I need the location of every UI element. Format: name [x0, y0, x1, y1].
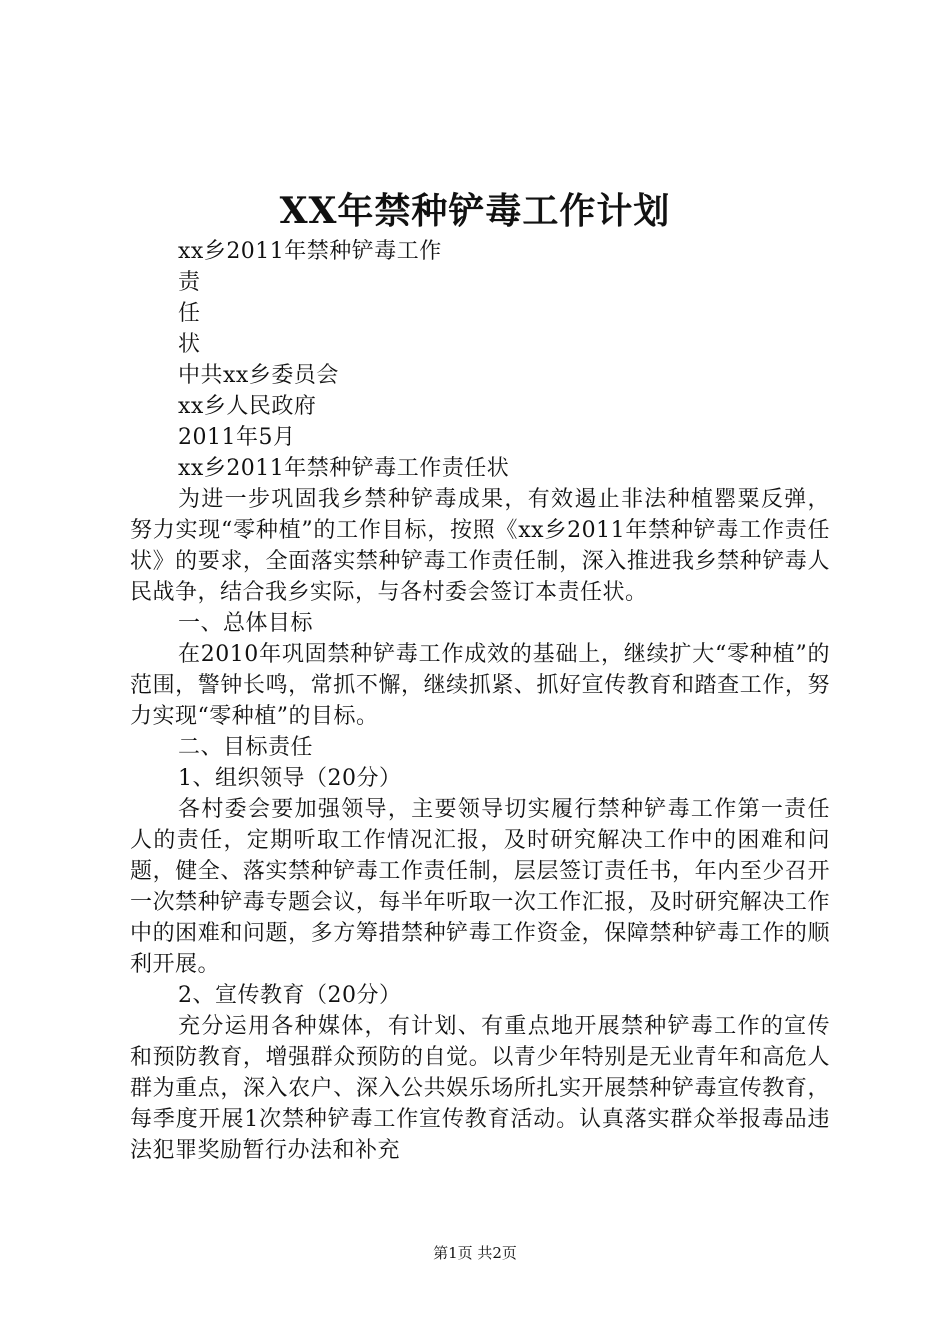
cover-line-char-3: 状 — [178, 332, 201, 357]
section2-heading: 二、目标责任 — [178, 735, 314, 760]
section1-paragraph: 在2010年巩固禁种铲毒工作成效的基础上，继续扩大“零种植”的范围，警钟长鸣，常抓不懈，继续抓紧、抓好宣传教育和踏查工作，努力实现“零种植”的目标。 — [130, 642, 830, 729]
cover-line-title: xx乡2011年禁种铲毒工作 — [178, 239, 442, 264]
item2-paragraph: 充分运用各种媒体，有计划、有重点地开展禁种铲毒工作的宣传和预防教育，增强群众预防的自觉。以青少年特别是无业青年和高危人群为重点，深入农户、深入公共娱乐场所扎实开展禁种铲毒宣传教育，每季度开展1次禁种铲毒工作宣传教育活动。认真落实群众举报毒品违法犯罪奖励暂行办法和补充 — [130, 1014, 830, 1163]
item1-paragraph: 各村委会要加强领导，主要领导切实履行禁种铲毒工作第一责任人的责任，定期听取工作情况汇报，及时研究解决工作中的困难和问题，健全、落实禁种铲毒工作责任制，层层签订责任书，年内至少召开一次禁种铲毒专题会议，每半年听取一次工作汇报，及时研究解决工作中的困难和问题，多方筹措禁种铲毒工作资金，保障禁种铲毒工作的顺利开展。 — [130, 797, 830, 977]
cover-line-date: 2011年5月 — [178, 425, 296, 450]
item1-heading: 1、组织领导（20分） — [178, 766, 402, 791]
cover-line-party-committee: 中共xx乡委员会 — [178, 363, 339, 388]
intro-paragraph: 为进一步巩固我乡禁种铲毒成果，有效遏止非法种植罂粟反弹，努力实现“零种植”的工作目标，按照《xx乡2011年禁种铲毒工作责任状》的要求，全面落实禁种铲毒工作责任制，深入推进我乡禁种铲毒人民战争，结合我乡实际，与各村委会签订本责任状。 — [130, 487, 830, 605]
cover-line-heading: xx乡2011年禁种铲毒工作责任状 — [178, 456, 510, 481]
cover-line-government: xx乡人民政府 — [178, 394, 317, 419]
item2-heading: 2、宣传教育（20分） — [178, 983, 402, 1008]
document-body — [130, 236, 830, 1166]
cover-line-char-1: 责 — [178, 270, 201, 295]
page-footer: 第1页 共2页 — [433, 1244, 517, 1262]
section1-heading: 一、总体目标 — [178, 611, 314, 636]
cover-line-char-2: 任 — [178, 301, 201, 326]
page-title: XX年禁种铲毒工作计划 — [279, 190, 671, 232]
